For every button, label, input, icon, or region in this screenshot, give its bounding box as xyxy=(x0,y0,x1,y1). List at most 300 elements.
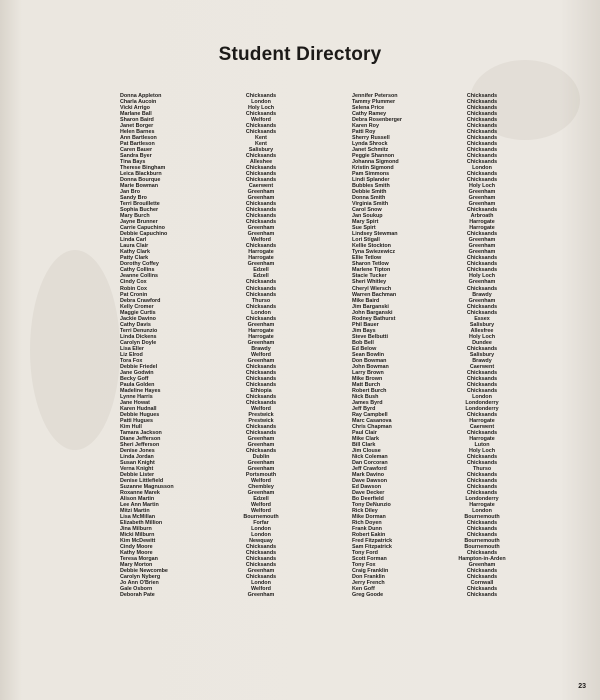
student-location: London xyxy=(472,508,492,515)
student-name: Marlene Tipton xyxy=(352,267,391,274)
student-location: Greenham xyxy=(468,195,496,202)
student-location: Chicksands xyxy=(466,309,498,316)
student-name: Frank Dunn xyxy=(352,526,382,533)
student-name: Marc Casanova xyxy=(352,417,392,424)
student-name: Phil Bauer xyxy=(352,321,379,328)
student-name: Peggie Shannon xyxy=(352,153,395,160)
student-location: Greenham xyxy=(468,562,496,569)
student-name: Don Franklin xyxy=(352,574,385,581)
student-location: Chicksands xyxy=(466,459,498,466)
student-name: Dan Corcoran xyxy=(352,459,388,466)
student-name: Jim Bays xyxy=(352,327,376,334)
student-location: Harrogate xyxy=(469,417,495,424)
student-location: Chicksands xyxy=(466,345,498,352)
student-name: Jan Bro xyxy=(120,189,141,196)
student-name: Tina Bays xyxy=(120,159,146,166)
student-location: Portsmouth xyxy=(245,471,277,478)
student-name: Lisa Eller xyxy=(120,345,144,352)
student-location: Chicksands xyxy=(245,201,277,208)
student-location: Chicksands xyxy=(245,574,277,581)
student-location: Chicksands xyxy=(245,393,277,400)
student-name: Matt Burch xyxy=(352,381,381,388)
student-location: Chicksands xyxy=(466,111,498,118)
student-location: Chicksands xyxy=(466,171,498,178)
student-name: Cathy Davis xyxy=(120,321,151,328)
student-location: Chicksands xyxy=(245,243,277,250)
student-name: Bob Bell xyxy=(352,339,374,346)
student-name: Cathy Ramey xyxy=(352,111,387,118)
student-name: Gale Osborn xyxy=(120,586,153,593)
student-name: Sue Spirt xyxy=(352,225,376,232)
student-name: Robert Burch xyxy=(352,387,387,394)
student-location: Greenham xyxy=(247,339,275,346)
student-location: Welford xyxy=(251,237,271,244)
student-location: Harrogate xyxy=(248,327,274,334)
student-location: Chicksands xyxy=(466,484,498,491)
student-location: Chicksands xyxy=(466,141,498,148)
student-location: Chembley xyxy=(248,484,274,491)
student-location: Chicksands xyxy=(466,135,498,142)
student-location: Greenham xyxy=(247,490,275,497)
student-name: Becky Goff xyxy=(120,375,149,382)
student-name: Jayne Brunner xyxy=(120,219,158,226)
student-location: Chicksands xyxy=(245,429,277,436)
student-name: Sharon Baird xyxy=(120,117,154,124)
student-name: Pat Bartleson xyxy=(120,141,155,148)
student-name: Donna Smith xyxy=(352,195,386,202)
student-location: Greenham xyxy=(247,357,275,364)
student-location: Harrogate xyxy=(248,249,274,256)
student-location: Chicksands xyxy=(466,105,498,112)
student-name: Jim Barganski xyxy=(352,303,389,310)
student-location: Caerwent xyxy=(248,183,274,190)
student-location: Chicksands xyxy=(466,586,498,593)
student-name: Stacie Tucker xyxy=(352,273,387,280)
student-name: Greg Goode xyxy=(352,592,384,599)
student-name: Micki Milburn xyxy=(120,532,155,539)
student-name: Sam Fitzpatrick xyxy=(352,544,392,551)
student-name: Tammy Plummer xyxy=(352,99,396,106)
student-name: Marlane Ball xyxy=(120,111,152,118)
student-name: Denise Jones xyxy=(120,447,155,454)
student-location: Chicksands xyxy=(245,399,277,406)
student-location: Chicksands xyxy=(245,544,277,551)
student-name: Kellie Stockton xyxy=(352,243,391,250)
student-location: Holy Loch xyxy=(468,333,496,340)
student-location: Greenham xyxy=(468,237,496,244)
student-location: Chicksands xyxy=(466,478,498,484)
student-name: Patty Clark xyxy=(120,255,149,262)
student-name: Sharon Tetlow xyxy=(352,261,389,268)
student-location: Chicksands xyxy=(466,592,498,599)
student-name: Mary Morton xyxy=(120,562,153,569)
student-name: Alison Martin xyxy=(120,496,155,503)
student-location: Chicksands xyxy=(245,93,277,99)
student-name: Mary Burch xyxy=(120,213,150,220)
student-name: Roxanne Marek xyxy=(120,490,160,497)
student-location: Salisbury xyxy=(248,147,274,154)
student-name: Kathy Moore xyxy=(120,550,153,557)
student-name: Steve Belbutti xyxy=(352,333,388,340)
student-location: Chicksands xyxy=(245,153,277,160)
student-name: Charla Aucoin xyxy=(120,99,157,106)
student-location: Chicksands xyxy=(466,471,498,478)
student-name: Ann Bartleson xyxy=(120,135,157,142)
student-name: Vicki Arrigo xyxy=(120,105,150,112)
student-name: Lori Stigall xyxy=(352,237,380,244)
page-number: 23 xyxy=(578,683,586,690)
student-name: Lindsey Stewman xyxy=(352,231,398,238)
student-name: Virginia Smith xyxy=(352,201,389,208)
student-name: Marie Bowman xyxy=(120,183,159,190)
student-name: Lisa McMillan xyxy=(120,514,156,521)
student-name: Sheri Jefferson xyxy=(120,441,160,448)
student-location: Chicksands xyxy=(466,177,498,184)
student-name: Lee Ann Martin xyxy=(120,502,159,509)
student-name: Jo Ann O'Brien xyxy=(120,580,159,587)
student-location: Chicksands xyxy=(245,219,277,226)
student-name: John Barganski xyxy=(352,309,393,316)
student-location: Bournemouth xyxy=(464,538,500,545)
student-location: Chicksands xyxy=(245,279,277,286)
student-name: Sean Bowlin xyxy=(352,351,385,358)
student-name: Cindy Cox xyxy=(120,279,147,286)
student-location: London xyxy=(251,580,271,587)
student-location: Chicksands xyxy=(245,369,277,376)
student-name: Mike Clark xyxy=(352,435,379,442)
student-name: Denise Littlefield xyxy=(120,478,164,484)
student-name: Debra Rosenberger xyxy=(352,117,403,124)
student-name: Jina Milburn xyxy=(120,526,152,533)
student-location: Edzell xyxy=(253,496,269,503)
student-location: Greenham xyxy=(247,441,275,448)
student-name: Dave Dawson xyxy=(352,478,388,484)
student-location: Chicksands xyxy=(245,177,277,184)
student-location: Greenham xyxy=(247,261,275,268)
student-location: Essex xyxy=(474,315,490,322)
student-name: Sophia Bucher xyxy=(120,207,159,214)
student-location: Greenham xyxy=(468,189,496,196)
student-name: Robert Eakin xyxy=(352,532,386,539)
student-name: Debbie Lister xyxy=(120,471,155,478)
student-location: Londonderry xyxy=(465,399,499,406)
student-name: Rodney Bathurst xyxy=(352,315,396,322)
student-location: Greenham xyxy=(468,297,496,304)
student-location: Chicksands xyxy=(245,123,277,130)
student-name: Patti Roy xyxy=(352,129,376,136)
student-name: Paula Golden xyxy=(120,381,155,388)
student-location: Londonderry xyxy=(465,405,499,412)
student-name: Tony Fox xyxy=(352,562,376,569)
student-name: Ken Goff xyxy=(352,586,375,593)
student-location: Chicksands xyxy=(466,129,498,136)
student-location: Chicksands xyxy=(245,423,277,430)
student-location: Dublin xyxy=(252,453,270,460)
student-name: Rich Doyen xyxy=(352,520,382,527)
student-name: Bo Deerfield xyxy=(352,496,384,503)
student-location: Chicksands xyxy=(466,453,498,460)
student-name: Debra Crawford xyxy=(120,297,161,304)
student-location: Chicksands xyxy=(245,375,277,382)
student-location: Harrogate xyxy=(469,225,495,232)
student-name: Nick Bush xyxy=(352,393,379,400)
student-location: Chicksands xyxy=(466,490,498,497)
student-name: Donna Appleton xyxy=(120,93,162,99)
student-name: Leica Blackburn xyxy=(120,171,162,178)
student-location: Prestwick xyxy=(248,411,274,418)
student-name: Lynne Harris xyxy=(120,393,153,400)
student-name: Pam Simmons xyxy=(352,171,390,178)
student-location: Chicksands xyxy=(466,375,498,382)
student-name: Ed Dawson xyxy=(352,484,382,491)
student-location: Greenham xyxy=(247,435,275,442)
student-name: Jennifer Peterson xyxy=(352,93,398,99)
student-name: Kathy Clark xyxy=(120,249,150,256)
student-name: Terri Denunzio xyxy=(120,327,158,334)
student-name: Debbie Friedel xyxy=(120,363,158,370)
student-location: Chicksands xyxy=(466,117,498,124)
student-name: Cindy Moore xyxy=(120,544,153,551)
student-location: Welford xyxy=(251,351,271,358)
student-location: Chicksands xyxy=(466,303,498,310)
student-name: Jane Godwin xyxy=(120,369,154,376)
student-location: Chicksands xyxy=(245,129,277,136)
student-name: Bill Clark xyxy=(352,441,376,448)
student-location: Greenham xyxy=(247,459,275,466)
student-location: Chicksands xyxy=(466,255,498,262)
student-name: Cathy Collins xyxy=(120,267,155,274)
student-location: Harrogate xyxy=(469,435,495,442)
student-location: Greenham xyxy=(247,195,275,202)
student-name: Craig Franklin xyxy=(352,568,389,575)
student-name: Bubbles Smith xyxy=(352,183,390,190)
student-name: Patti Hugues xyxy=(120,417,153,424)
student-location: Edzell xyxy=(253,267,269,274)
student-location: Bournemouth xyxy=(464,544,500,551)
student-name: Teresa Morgan xyxy=(120,556,158,563)
student-location: Greenham xyxy=(247,189,275,196)
student-location: Ethiopia xyxy=(250,387,272,394)
student-name: Fred Fitzpatrick xyxy=(352,538,393,545)
student-location: Kent xyxy=(255,135,267,142)
student-name: Jeanne Collins xyxy=(120,273,159,280)
student-location: Chicksands xyxy=(466,381,498,388)
student-name: Jeff Byrd xyxy=(352,405,376,412)
student-location: Brawdy xyxy=(251,345,271,352)
student-name: Tora Fox xyxy=(120,357,143,364)
student-name: Jeff Crawford xyxy=(352,465,387,472)
student-name: Debbie Newcombe xyxy=(120,568,168,575)
student-location: London xyxy=(251,532,271,539)
student-location: Edzell xyxy=(253,273,269,280)
student-location: Chicksands xyxy=(245,207,277,214)
student-name: Janet Borger xyxy=(120,123,154,130)
student-name: Janet Schmitz xyxy=(352,147,389,154)
student-name: Debbie Capuchino xyxy=(120,231,168,238)
student-name: Jim Clouse xyxy=(352,447,381,454)
student-location: Harrogate xyxy=(469,502,495,509)
student-name: Rick Diley xyxy=(352,508,378,515)
student-name: Dave Decker xyxy=(352,490,385,497)
student-location: Harrogate xyxy=(248,333,274,340)
student-name: Don Bowman xyxy=(352,357,387,364)
student-name: Tony Ford xyxy=(352,550,378,557)
student-name: Nick Coleman xyxy=(352,453,388,460)
student-name: Kelly Cromer xyxy=(120,303,154,310)
student-location: Greenham xyxy=(468,201,496,208)
student-location: Caerwent xyxy=(469,423,495,430)
student-location: Chicksands xyxy=(245,111,277,118)
student-location: Chicksands xyxy=(466,520,498,527)
student-location: Greenham xyxy=(247,321,275,328)
student-location: Arbroath xyxy=(470,213,494,220)
student-name: Tyna Swiezewicz xyxy=(352,249,396,256)
student-name: Helen Barnes xyxy=(120,129,155,136)
student-location: Forfar xyxy=(253,520,269,527)
student-location: Chicksands xyxy=(466,153,498,160)
student-name: Susan Knight xyxy=(120,459,155,466)
paper-stain xyxy=(30,250,120,450)
student-name: Jerry French xyxy=(352,580,385,587)
student-location: Prestwick xyxy=(248,417,274,424)
student-name: Jane Howat xyxy=(120,399,150,406)
student-location: Chicksands xyxy=(466,99,498,106)
student-location: Holy Loch xyxy=(468,273,496,280)
student-location: Greenham xyxy=(247,225,275,232)
student-name: Mark Davino xyxy=(352,471,385,478)
student-location: Welford xyxy=(251,117,271,124)
student-name: Kim Hull xyxy=(120,423,142,430)
student-name: Kristin Sigmond xyxy=(352,165,394,172)
student-location: London xyxy=(251,309,271,316)
student-name: Donna Bourque xyxy=(120,177,161,184)
student-location: Holy Loch xyxy=(468,447,496,454)
student-name: Liz Elrod xyxy=(120,351,143,358)
student-name: Deborah Pate xyxy=(120,592,155,599)
student-location: Welford xyxy=(251,508,271,515)
student-location: Chicksands xyxy=(466,429,498,436)
student-location: Holy Loch xyxy=(247,105,275,112)
student-location: Chicksands xyxy=(466,574,498,581)
student-name: Linda Dickens xyxy=(120,333,157,340)
student-name: Sandy Bro xyxy=(120,195,147,202)
student-name: Tony DeNunzio xyxy=(352,502,391,509)
student-name: Mike Dorman xyxy=(352,514,386,521)
student-location: Chicksands xyxy=(245,303,277,310)
student-name: Paul Clair xyxy=(352,429,377,436)
student-name: Laura Clair xyxy=(120,243,149,250)
student-name: Cheryl Wiersch xyxy=(352,285,392,292)
student-name: Madeline Hayes xyxy=(120,387,161,394)
student-location: Chicksands xyxy=(466,526,498,533)
student-name: Elizabeth Million xyxy=(120,520,163,527)
student-location: Chicksands xyxy=(245,315,277,322)
student-location: Harrogate xyxy=(248,255,274,262)
student-name: Caren Bauer xyxy=(120,147,153,154)
student-location: Chicksands xyxy=(466,159,498,166)
student-name: Johanna Sigmond xyxy=(352,159,399,166)
student-name: Debbie Smith xyxy=(352,189,387,196)
student-location: Chicksands xyxy=(466,261,498,268)
student-name: Selena Price xyxy=(352,105,385,112)
student-location: Greenham xyxy=(468,243,496,250)
student-location: Greenham xyxy=(247,231,275,238)
student-location: Chicksands xyxy=(466,93,498,99)
student-name: Carolyn Doyle xyxy=(120,339,157,346)
student-name: Warren Bachman xyxy=(352,291,397,298)
student-location: London xyxy=(472,393,492,400)
student-location: Thurso xyxy=(251,297,271,304)
student-name: Linda Carl xyxy=(120,237,147,244)
student-location: Londonderry xyxy=(465,496,499,503)
student-name: Ed Below xyxy=(352,345,377,352)
student-name: Robin Cox xyxy=(120,285,147,292)
student-name: Mary Spirt xyxy=(352,219,379,226)
student-location: Greenham xyxy=(468,279,496,286)
student-location: Chicksands xyxy=(245,556,277,563)
student-location: Brawdy xyxy=(472,291,492,298)
student-name: Carolyn Nyberg xyxy=(120,574,161,581)
student-location: Caerwent xyxy=(469,363,495,370)
student-location: Salisbury xyxy=(469,351,495,358)
student-location: Chicksands xyxy=(466,285,498,292)
student-location: Chicksands xyxy=(466,231,498,238)
student-name: Carrie Capuchino xyxy=(120,225,165,232)
student-location: Holy Loch xyxy=(468,183,496,190)
student-location: Chicksands xyxy=(245,363,277,370)
student-location: Welford xyxy=(251,478,271,484)
student-location: Chicksands xyxy=(466,369,498,376)
student-name: Suzanne Magnusson xyxy=(120,484,174,491)
student-name: Ellie Tetlow xyxy=(352,255,382,262)
student-location: Chicksands xyxy=(466,411,498,418)
student-name: Verna Knight xyxy=(120,465,154,472)
student-name: Karen Hudnall xyxy=(120,405,157,412)
student-location: Bournemouth xyxy=(243,514,279,521)
student-location: Greenham xyxy=(247,568,275,575)
student-name: Larry Brown xyxy=(352,369,384,376)
student-location: Dundee xyxy=(472,339,492,346)
student-location: Chicksands xyxy=(245,213,277,220)
student-name: Tamara Jackson xyxy=(120,429,162,436)
page-title: Student Directory xyxy=(218,44,382,65)
student-location: Chicksands xyxy=(245,285,277,292)
student-name: Diane Jefferson xyxy=(120,435,161,442)
student-name: Sherry Russell xyxy=(352,135,390,142)
student-location: Welford xyxy=(251,405,271,412)
student-name: Mitzi Martin xyxy=(120,508,150,515)
student-location: Allesfree xyxy=(470,327,494,334)
student-name: Maggie Curtis xyxy=(120,309,156,316)
student-location: Welford xyxy=(251,502,271,509)
student-location: Bournemouth xyxy=(464,514,500,521)
student-location: Chicksands xyxy=(466,550,498,557)
student-name: Terri Brouillette xyxy=(120,201,160,208)
student-location: Chicksands xyxy=(466,532,498,539)
student-name: Therese Bingham xyxy=(120,165,166,172)
student-name: Jackie Davino xyxy=(120,315,156,322)
student-location: Chicksands xyxy=(245,447,277,454)
student-location: London xyxy=(251,526,271,533)
student-name: Karen Roy xyxy=(352,123,379,130)
student-location: Chicksands xyxy=(466,147,498,154)
student-location: Chicksands xyxy=(466,568,498,575)
student-name: Carol Snow xyxy=(352,207,382,214)
student-name: Linda Jordan xyxy=(120,453,154,460)
student-name: John Bowman xyxy=(352,363,389,370)
student-location: Cornwall xyxy=(470,580,494,587)
student-location: Thurso xyxy=(472,465,492,472)
